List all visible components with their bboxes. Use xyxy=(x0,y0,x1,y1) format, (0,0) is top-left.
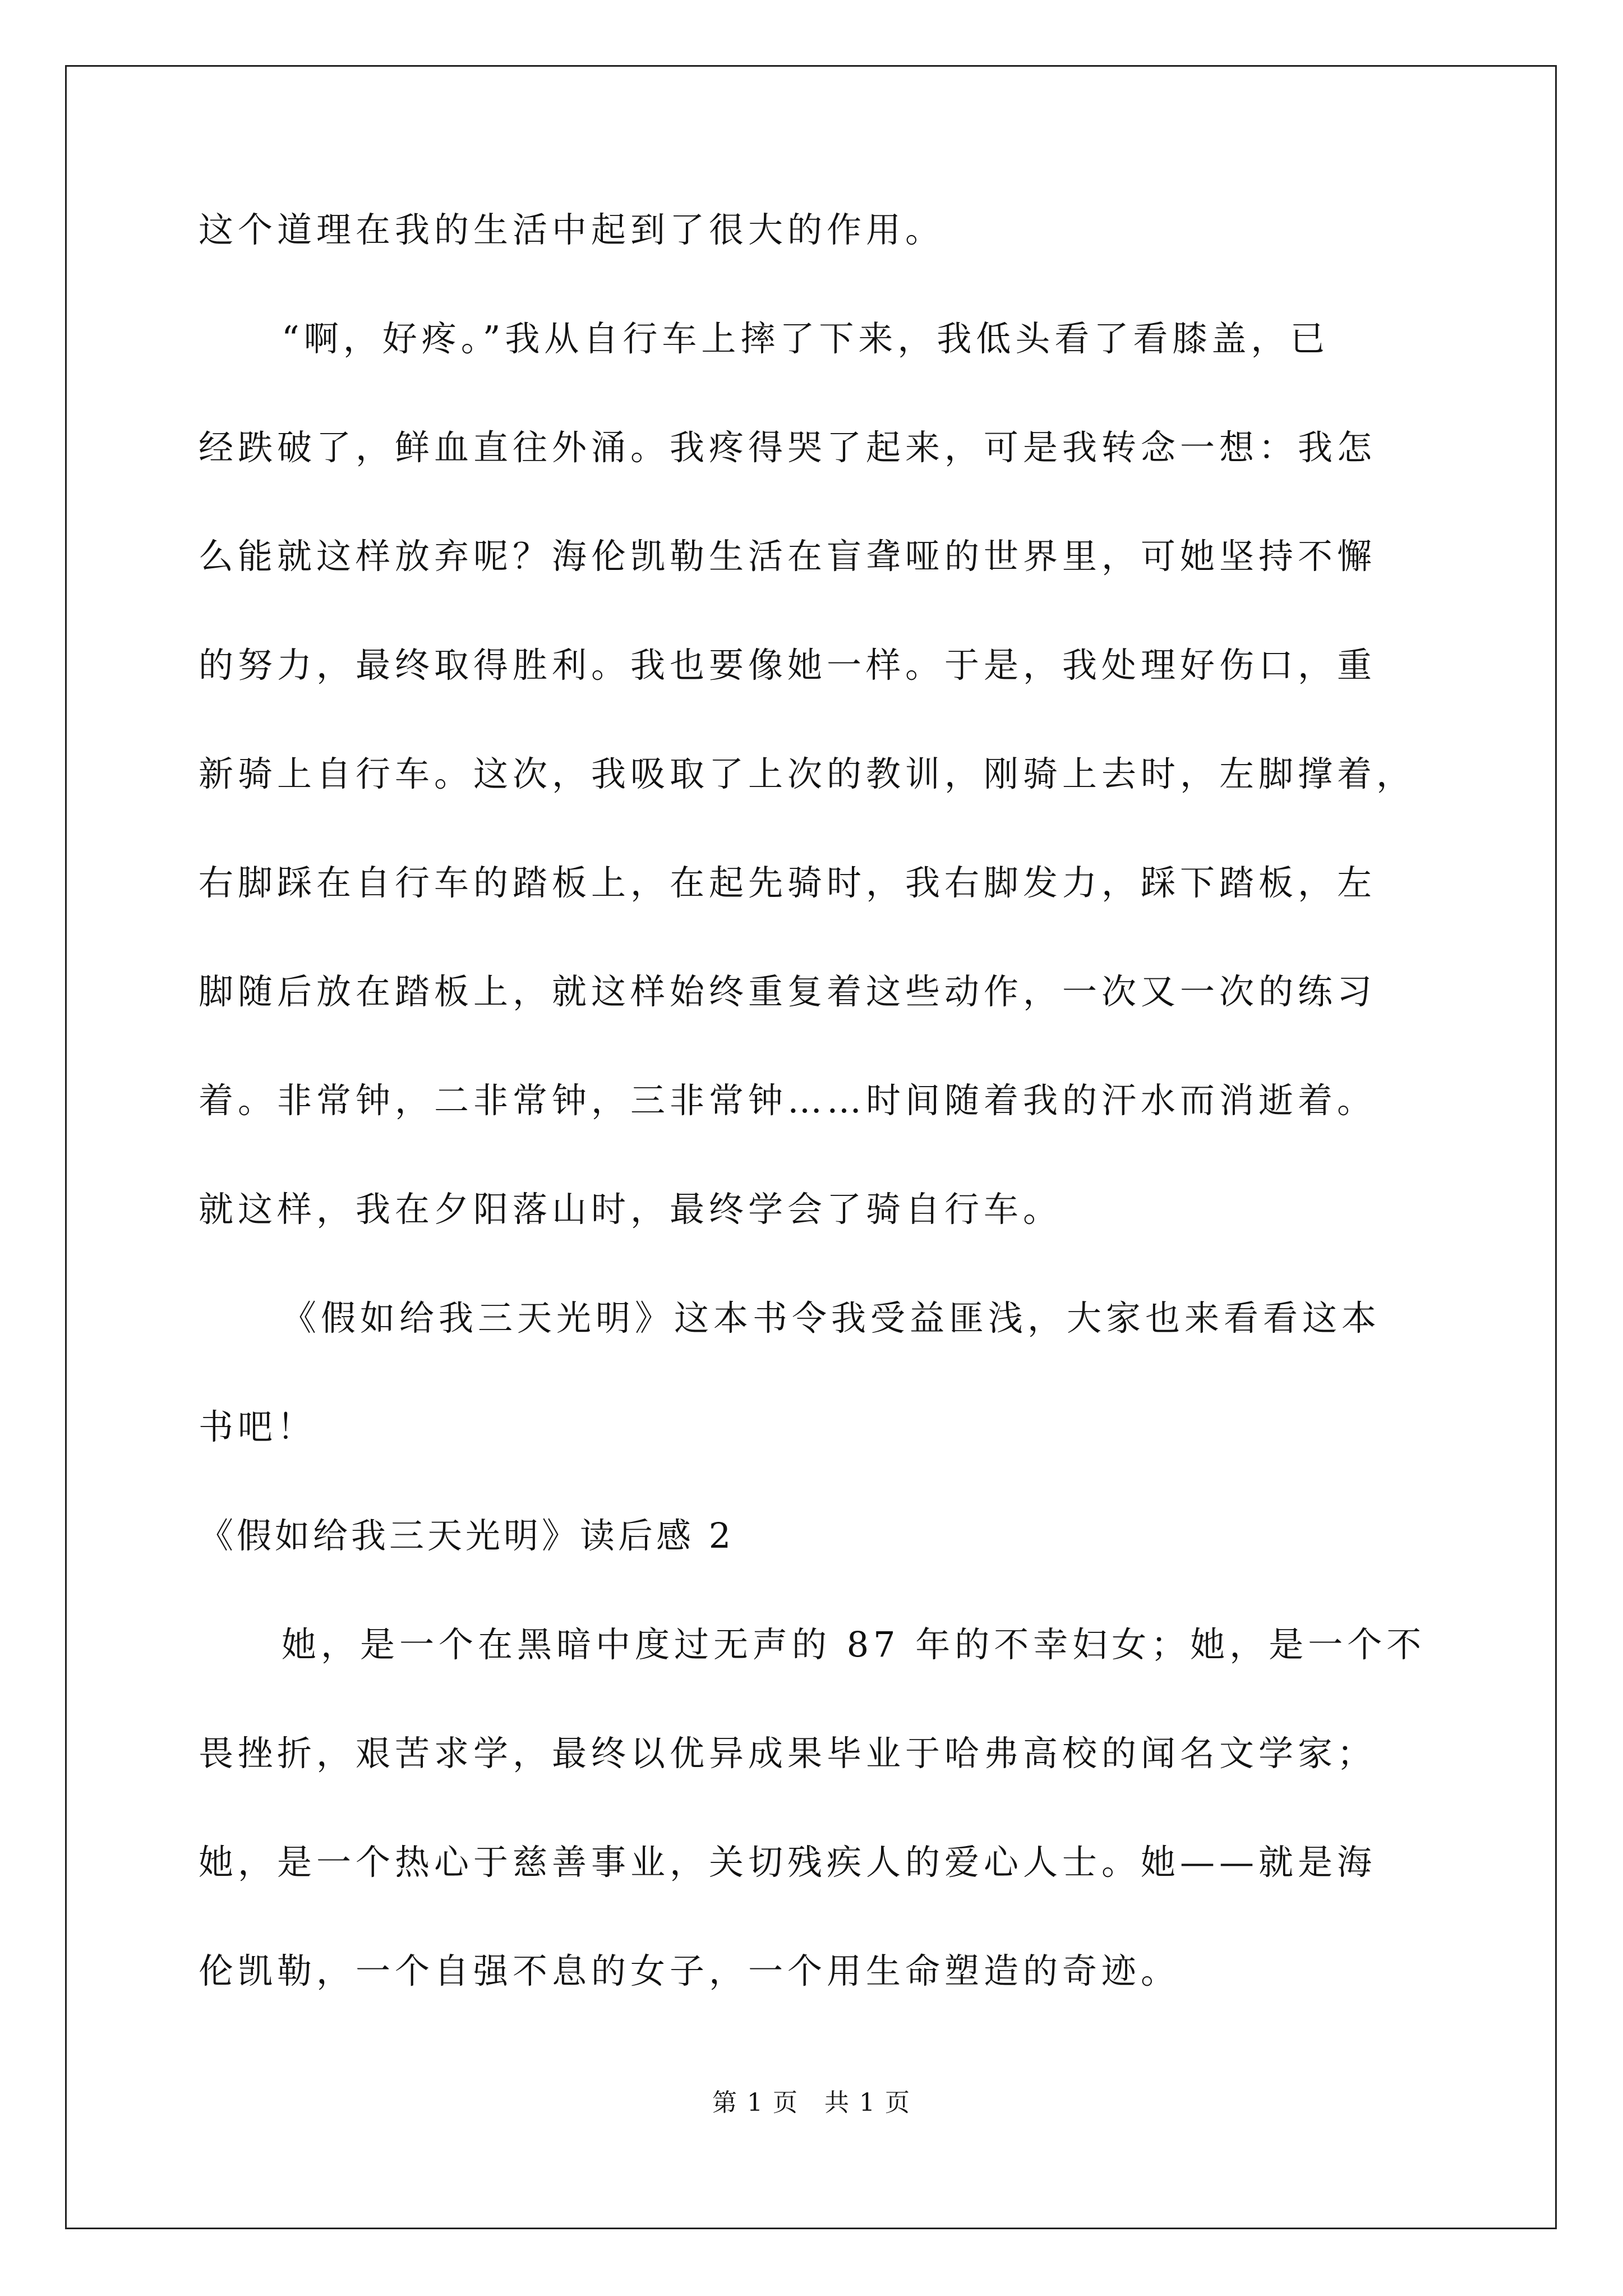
text-line: 书吧！ xyxy=(199,1406,317,1447)
text-line: 她，是一个热心于慈善事业，关切残疾人的爱心人士。她——就是海 xyxy=(199,1842,1377,1883)
text-line: 就这样，我在夕阳落山时，最终学会了骑自行车。 xyxy=(199,1189,1063,1230)
section-heading: 《假如给我三天光明》读后感 2 xyxy=(199,1515,735,1556)
text-line: 她，是一个在黑暗中度过无声的 87 年的不幸妇女；她，是一个不 xyxy=(282,1624,1426,1665)
text-line: 新骑上自行车。这次，我吸取了上次的教训，刚骑上去时，左脚撑着， xyxy=(199,753,1416,794)
text-line: 经跌破了，鲜血直往外涌。我疼得哭了起来，可是我转念一想：我怎 xyxy=(199,427,1377,468)
text-line: 这个道理在我的生活中起到了很大的作用。 xyxy=(199,209,945,250)
page-footer: 第 1 页 共 1 页 xyxy=(712,2088,911,2117)
text-line: 着。非常钟，二非常钟，三非常钟……时间随着我的汗水而消逝着。 xyxy=(199,1080,1377,1121)
page-border xyxy=(65,65,1557,2229)
text-line: 脚随后放在踏板上，就这样始终重复着这些动作，一次又一次的练习 xyxy=(199,971,1377,1012)
text-line: 么能就这样放弃呢？海伦凯勒生活在盲聋哑的世界里，可她坚持不懈 xyxy=(199,536,1377,577)
text-line: 伦凯勒，一个自强不息的女子，一个用生命塑造的奇迹。 xyxy=(199,1950,1181,1991)
text-line: 畏挫折，艰苦求学，最终以优异成果毕业于哈弗高校的闻名文学家； xyxy=(199,1733,1377,1774)
text-line: 右脚踩在自行车的踏板上，在起先骑时，我右脚发力，踩下踏板，左 xyxy=(199,862,1377,903)
text-line: “啊，好疼。”我从自行车上摔了下来，我低头看了看膝盖，已 xyxy=(282,318,1330,359)
text-line: 《假如给我三天光明》这本书令我受益匪浅，大家也来看看这本 xyxy=(282,1297,1381,1338)
text-line: 的努力，最终取得胜利。我也要像她一样。于是，我处理好伤口，重 xyxy=(199,645,1377,685)
